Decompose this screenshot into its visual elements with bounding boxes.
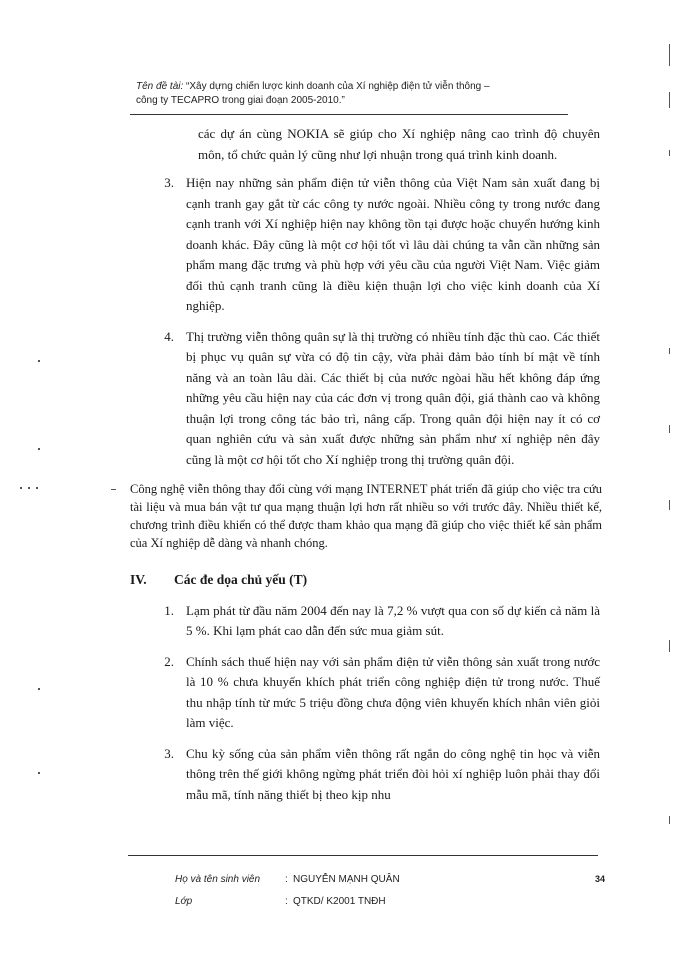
threat-item xyxy=(130,744,600,806)
item-number: 1. xyxy=(164,602,174,618)
class-label: Lớp xyxy=(175,895,193,907)
page-number: 34 xyxy=(594,874,605,884)
body-text xyxy=(130,124,600,815)
student-name: NGUYỄN MẠNH QUÂN xyxy=(293,873,400,885)
item-number: 3. xyxy=(164,175,174,190)
scan-mark xyxy=(36,487,38,489)
scan-mark xyxy=(38,772,40,774)
footer-class-row xyxy=(175,890,605,912)
footer-student-row xyxy=(175,868,605,890)
footer-rule xyxy=(128,855,598,856)
item-text: Chính sách thuế hiện nay với sản phẩm điện tử viễn thông sản xuất trong nước là 10 % chưa khuyến khích phát triển công nghiệp điện tử trong nước. Thuế thu nhập tính từ mức 5 triệu đồng chưa động viên khuyến khích nhân viên giỏi làm việc. xyxy=(186,653,600,730)
scan-mark xyxy=(669,816,670,824)
section-title: Các đe dọa chủ yếu (T) xyxy=(174,572,308,587)
scan-mark xyxy=(669,92,670,108)
scan-mark xyxy=(669,44,670,66)
continuation-paragraph: các dự án cùng NOKIA sẽ giúp cho Xí nghiệp nâng cao trình độ chuyên môn, tổ chức quản lý cũng như lợi nhuận trong quá trình kinh doanh. xyxy=(198,126,600,162)
item-text: Chu kỳ sống của sản phẩm viễn thông rất ngắn do công nghệ tin học và viễn thông trên thế giới không ngừng phát triển đòi hỏi xí nghiệp luôn phải thay đổi mẫu mã, tính năng thiết bị theo kịp nhu xyxy=(186,745,600,802)
header-label: Tên đề tài: xyxy=(136,81,184,92)
threat-item xyxy=(130,601,600,642)
page-header xyxy=(136,80,556,108)
header-rule xyxy=(130,114,568,115)
scan-mark xyxy=(669,500,670,510)
scan-mark xyxy=(28,487,30,489)
item-number: 2. xyxy=(164,653,174,669)
scan-mark xyxy=(669,425,670,433)
opportunity-item xyxy=(130,173,600,317)
scan-mark xyxy=(38,688,40,690)
separator: : xyxy=(285,873,288,885)
scan-mark xyxy=(669,150,670,156)
technology-paragraph: Công nghệ viễn thông thay đổi cùng với mạng INTERNET phát triển đã giúp cho việc tra cứu tài liệu và mua bán vật tư qua mạng thuận lợi hơn rất nhiều so với trước đây. Nhiều thiết kế, chương trình điều khiển có thể được tham khảo qua mạng đã giúp cho việc thiết kế sản phẩm của Xí nghiệp dễ dàng và nhanh chóng. xyxy=(130,482,602,550)
class-value: QTKD/ K2001 TNĐH xyxy=(293,895,386,907)
item-text: Thị trường viễn thông quân sự là thị trường có nhiều tính đặc thù cao. Các thiết bị phục vụ quân sự vừa có độ tin cậy, vừa phải đảm bảo tính bí mật về tính năng và an toàn lâu dài. Các thiết bị của nước ngòai hầu hết không đáp ứng những yêu cầu hiện nay của các đơn vị trong quân đội, giá thành cao và không thuận lợi trong công tác bảo trì, nâng cấp. Trong quân đội hiện nay ít có cơ quan nghiên cứu và sản xuất được những sản phẩm như xí nghiệp nên đây cũng là một cơ hội tốt cho Xí nghiệp trong thị trường quân đội. xyxy=(186,328,600,467)
item-number: 4. xyxy=(164,328,174,344)
threat-item xyxy=(130,652,600,734)
item-text: Hiện nay những sản phẩm điện tử viễn thông của Việt Nam sản xuất đang bị cạnh tranh gay gắt từ các công ty nước ngoài. Nhiều công ty trong nước đang cạnh tranh với Xí nghiệp hiện nay không tồn tại được hoặc chuyển hướng kinh doanh khác. Đây cũng là một cơ hội tốt vì lâu dài chúng ta vẫn cần những sản phẩm mang đặc trưng và phù hợp với yêu cầu của người Việt Nam. Việc giảm đối thủ cạnh tranh cũng là điều kiện thuận lợi cho việc kinh doanh của Xí nghiệp. xyxy=(186,175,600,313)
item-text: Lạm phát từ đầu năm 2004 đến nay là 7,2 % vượt qua con số dự kiến cả năm là 5 %. Khi lạm phát cao dẫn đến sức mua giảm sút. xyxy=(186,602,600,638)
student-label: Họ và tên sinh viên xyxy=(175,873,261,885)
scan-mark xyxy=(669,640,670,652)
scan-mark xyxy=(38,448,40,450)
scan-mark xyxy=(111,489,116,490)
header-title-line1: “Xây dựng chiến lược kinh doanh của Xí nghiệp điện tử viễn thông – xyxy=(186,81,490,92)
scan-mark xyxy=(38,360,40,362)
scan-mark xyxy=(20,487,22,489)
header-title-line2: công ty TECAPRO trong giai đoạn 2005-2010.” xyxy=(136,95,345,106)
page-footer xyxy=(175,868,605,912)
section-heading xyxy=(130,570,600,591)
section-number: IV. xyxy=(130,572,147,587)
separator: : xyxy=(285,895,288,907)
item-number: 3. xyxy=(164,745,174,761)
scan-mark xyxy=(669,348,670,354)
opportunity-item xyxy=(130,327,600,471)
